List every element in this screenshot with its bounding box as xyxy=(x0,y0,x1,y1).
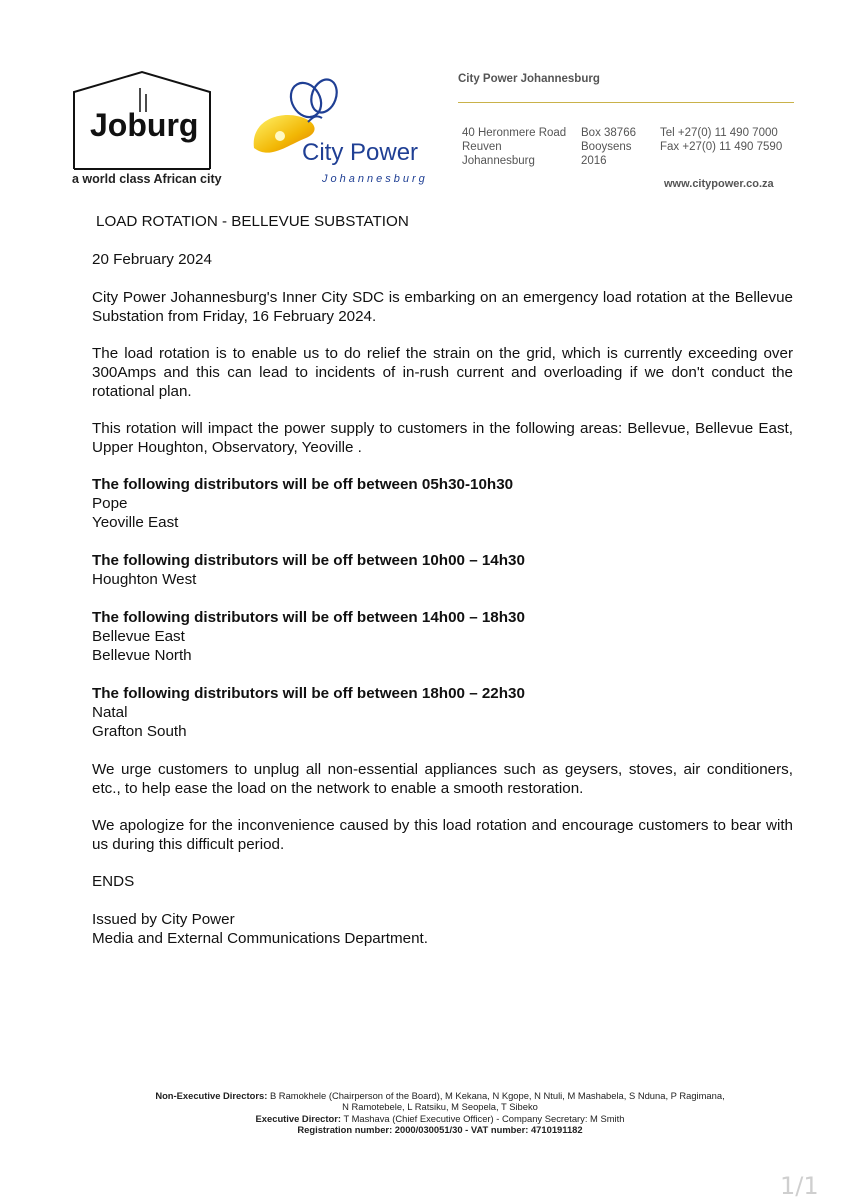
address-line: 40 Heronmere Road xyxy=(462,127,567,139)
svg-text:Joburg: Joburg xyxy=(90,107,199,143)
address-line: 2016 xyxy=(581,155,607,167)
footer-line: N Ramotebele, L Ratsiku, M Seopela, T Sibeko xyxy=(342,1101,538,1113)
paragraph: This rotation will impact the power supply to customers in the following areas: Bellevue, Bellevue East, Upper Houghton, Observatory, Yeoville . xyxy=(92,420,793,456)
letter-body xyxy=(92,212,793,948)
address-box xyxy=(581,126,636,168)
schedule-block xyxy=(92,475,793,532)
paragraph: We apologize for the inconvenience caused by this load rotation and encourage customers to bear with us during this difficult period. xyxy=(92,817,793,853)
paragraph: City Power Johannesburg's Inner City SDC is embarking on an emergency load rotation at the Bellevue Substation from Friday, 16 February 2024. xyxy=(92,289,793,325)
schedule-block xyxy=(92,608,793,665)
paragraph: We urge customers to unplug all non-essential appliances such as geysers, stoves, air conditioners, etc., to help ease the load on the network to enable a smooth restoration. xyxy=(92,761,793,797)
non-exec-label: Non-Executive Directors: xyxy=(155,1090,268,1101)
distributor-item: Natal xyxy=(92,704,128,721)
address-line: Johannesburg xyxy=(462,155,535,167)
registration-text: Registration number: 2000/030051/30 - VAT number: 4710191182 xyxy=(297,1124,583,1136)
svg-text:Johannesburg: Johannesburg xyxy=(322,173,428,185)
address-line: Box 38766 xyxy=(581,127,636,139)
contact-numbers xyxy=(660,126,782,154)
exec-label: Executive Director: xyxy=(255,1112,341,1124)
distributor-item: Grafton South xyxy=(92,723,187,740)
distributor-item: Houghton West xyxy=(92,571,197,588)
schedule-heading: The following distributors will be off between 05h30-10h30 xyxy=(92,476,514,493)
joburg-logo xyxy=(72,70,212,170)
exec-names: T Mashava (Chief Executive Officer) - Company Secretary: M Smith xyxy=(343,1112,625,1124)
address-line: Booysens xyxy=(581,141,632,153)
letter-date: 20 February 2024 xyxy=(92,251,212,268)
address-line: Reuven xyxy=(462,141,502,153)
footer-line xyxy=(120,1090,760,1101)
schedule-block xyxy=(92,684,793,741)
registration-line xyxy=(120,1124,760,1135)
distributor-item: Bellevue North xyxy=(92,647,192,664)
header-divider xyxy=(458,102,794,103)
distributor-item: Bellevue East xyxy=(92,628,185,645)
schedule-block xyxy=(92,551,793,589)
fax-number: Fax +27(0) 11 490 7590 xyxy=(660,141,783,153)
schedule-heading: The following distributors will be off between 10h00 – 14h30 xyxy=(92,552,525,569)
org-name: City Power Johannesburg xyxy=(458,73,600,85)
schedule-heading: The following distributors will be off between 14h00 – 18h30 xyxy=(92,609,525,626)
issued-by-line: Issued by City Power xyxy=(92,911,235,928)
issued-by xyxy=(92,910,793,948)
distributor-item: Yeoville East xyxy=(92,514,179,531)
svg-text:City Power: City Power xyxy=(302,139,419,166)
distributor-item: Pope xyxy=(92,495,128,512)
footer xyxy=(120,1090,760,1136)
phone-number: Tel +27(0) 11 490 7000 xyxy=(660,127,778,139)
citypower-logo xyxy=(246,78,442,188)
address-street xyxy=(462,126,566,168)
ends-marker: ENDS xyxy=(92,873,135,890)
schedule-heading: The following distributors will be off between 18h00 – 22h30 xyxy=(92,685,525,702)
joburg-tagline: a world class African city xyxy=(72,172,222,186)
page-indicator: 1/1 xyxy=(780,1172,819,1200)
issued-by-line: Media and External Communications Department. xyxy=(92,930,428,947)
paragraph: The load rotation is to enable us to do relief the strain on the grid, which is currently exceeding over 300Amps and this can lead to incidents of in-rush current and overloading if we don't conduct the rotational plan. xyxy=(92,345,793,400)
website-link[interactable]: www.citypower.co.za xyxy=(664,178,774,190)
letter-title: LOAD ROTATION - BELLEVUE SUBSTATION xyxy=(96,213,409,230)
non-exec-names: B Ramokhele (Chairperson of the Board), M Kekana, N Kgope, N Ntuli, M Mashabela, S Nduna, P Ragimana, xyxy=(269,1090,725,1101)
footer-line xyxy=(120,1113,760,1124)
